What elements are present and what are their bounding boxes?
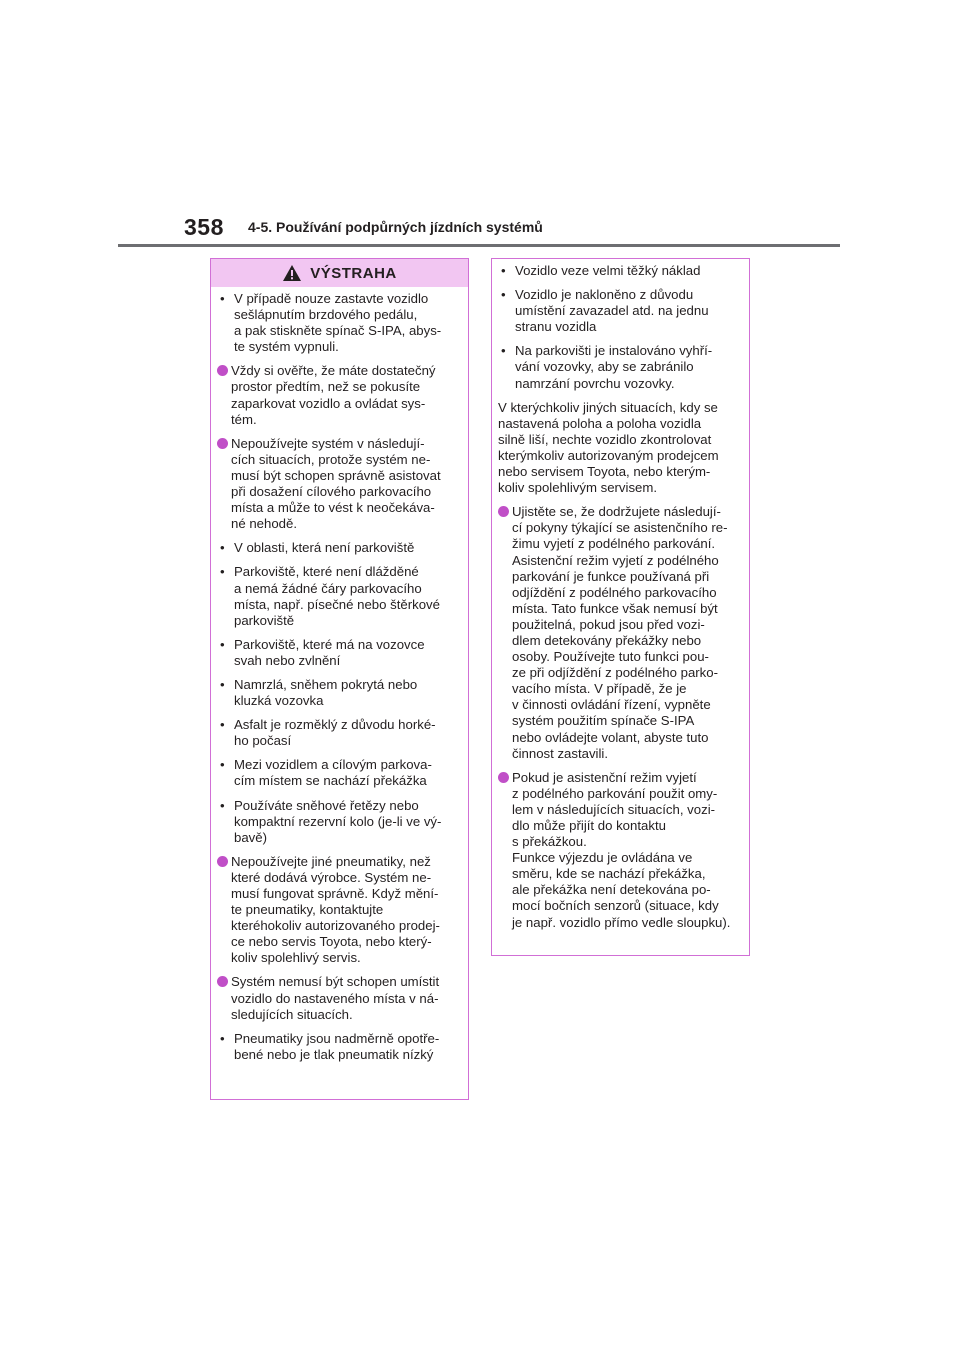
bullet-mark: •	[501, 343, 506, 359]
bullet-mark: •	[220, 717, 225, 733]
warning-header	[211, 259, 468, 287]
circle-bullet-item	[217, 436, 462, 533]
item-text: Vozidlo veze velmi těžký náklad	[515, 263, 701, 278]
bullet-item	[217, 798, 462, 846]
item-text: V kterýchkoliv jiných situacích, kdy se nastavená poloha a poloha vozidla silně liší, nechte vozidlo zkontrolovat kterýmkoliv autorizovaným prodejcem nebo servisem Toyota, nebo kterým- koliv spolehlivým servisem.	[498, 399, 719, 496]
bullet-item	[498, 343, 743, 391]
bullet-item	[217, 717, 462, 749]
bullet-mark: •	[220, 757, 225, 773]
header-divider	[118, 244, 840, 247]
item-text: V případě nouze zastavte vozidlo sešlápnutím brzdového pedálu, a pak stiskněte spínač S-IPA, abys- te systém vypnuli.	[234, 291, 442, 355]
bullet-mark: •	[220, 1030, 225, 1046]
paragraph	[498, 400, 743, 497]
bullet-item	[217, 637, 462, 669]
circle-bullet-item	[217, 974, 462, 1022]
circle-bullet-item	[217, 854, 462, 967]
bullet-item	[217, 540, 462, 556]
item-text: Pneumatiky jsou nadměrně opotře- bené nebo je tlak pneumatik nízký	[234, 1030, 440, 1062]
item-text: Pokud je asistenční režim vyjetí z podélného parkování použit omy- lem v následujících situacích, vozi- dlo může přijít do kontaktu s překážkou. Funkce výjezdu je ovládána ve směru, kde se nachází překážka, ale překážka není detekována po- mocí bočních senzorů (situace, kdy je např. vozidlo přímo vedle sloupku).	[512, 769, 731, 930]
item-text: Systém nemusí být schopen umístit vozidlo do nastaveného místa v ná- sledujících situacích.	[231, 974, 440, 1022]
circle-bullet-icon	[217, 856, 228, 867]
page-number: 358	[184, 214, 224, 240]
bullet-mark: •	[220, 797, 225, 813]
item-text: Vozidlo je nakloněno z důvodu umístění zavazadel atd. na jednu stranu vozidla	[515, 287, 709, 335]
bullet-item	[217, 757, 462, 789]
circle-bullet-item	[498, 504, 743, 762]
bullet-item	[217, 564, 462, 628]
item-text: Nepoužívejte jiné pneumatiky, než které dodává výrobce. Systém ne- musí fungovat správně. Když mění- te pneumatiky, kontaktujte kteréhokoliv autorizovaného prodej- ce nebo servis Toyota, nebo který- koliv spolehlivý servis.	[231, 853, 440, 966]
item-text: Ujistěte se, že dodržujete následují- cí pokyny týkající se asistenčního re- žimu vyjetí z podélného parkování. Asistenční režim vyjetí z podélného parkování je funkce používaná při odjíždění z podélného parkovacího místa. Tato funkce však nemusí být použitelná, pokud jsou před vozi- dlem detekovány překážky nebo osoby. Používejte tuto funkci pou- ze při odjíždění z podélného parko- vacího místa. V případě, že je v činnosti ovládání řízení, vypněte systém použitím spínače S-IPA nebo ovládejte volant, abyste tuto činnost zastavili.	[512, 504, 728, 761]
bullet-mark: •	[501, 287, 506, 303]
bullet-mark: •	[220, 636, 225, 652]
item-text: Parkoviště, které není dlážděné a nemá žádné čáry parkovacího místa, např. písečné nebo štěrkové parkoviště	[234, 564, 440, 628]
circle-bullet-icon	[498, 506, 509, 517]
bullet-item	[217, 677, 462, 709]
item-text: Parkoviště, které má na vozovce svah nebo zvlnění	[234, 636, 425, 668]
circle-bullet-item	[498, 770, 743, 931]
bullet-mark: •	[220, 676, 225, 692]
section-title: 4-5. Používání podpůrných jízdních systémů	[248, 219, 543, 235]
circle-bullet-icon	[217, 438, 228, 449]
bullet-item	[498, 287, 743, 335]
bullet-mark: •	[220, 564, 225, 580]
item-text: Vždy si ověřte, že máte dostatečný prostor předtím, než se pokusíte zaparkovat vozidlo a ovládat sys- tém.	[231, 363, 436, 427]
warning-content-left	[211, 287, 468, 1063]
circle-bullet-icon	[498, 772, 509, 783]
item-text: Mezi vozidlem a cílovým parkova- cím místem se nachází překážka	[234, 757, 432, 789]
bullet-item	[217, 291, 462, 355]
bullet-item	[217, 1031, 462, 1063]
item-text: Namrzlá, sněhem pokrytá nebo kluzká vozovka	[234, 676, 418, 709]
bullet-mark: •	[220, 540, 225, 556]
warning-content-right	[492, 259, 749, 931]
item-text: Nepoužívejte systém v následují- cích situacích, protože systém ne- musí být schopen správně asistovat při dosažení cílového parkovacího místa a může to vést k neočekáva- né nehodě.	[231, 435, 441, 532]
warning-title: VÝSTRAHA	[310, 264, 397, 282]
circle-bullet-icon	[217, 365, 228, 376]
bullet-mark: •	[501, 263, 506, 278]
item-text: Na parkovišti je instalováno vyhří- vání vozovky, aby se zabránilo namrzání povrchu vozovky.	[515, 343, 713, 391]
item-text: Asfalt je rozměklý z důvodu horké- ho počasí	[234, 717, 436, 749]
bullet-item	[498, 263, 743, 279]
item-text: Používáte sněhové řetězy nebo kompaktní rezervní kolo (je-li ve vý- bavě)	[234, 797, 442, 845]
warning-box-left	[210, 258, 469, 1100]
bullet-mark: •	[220, 291, 225, 306]
circle-bullet-item	[217, 363, 462, 427]
warning-box-right	[491, 258, 750, 956]
item-text: V oblasti, která není parkoviště	[234, 540, 415, 556]
warning-triangle-icon	[282, 264, 302, 282]
circle-bullet-icon	[217, 976, 228, 987]
